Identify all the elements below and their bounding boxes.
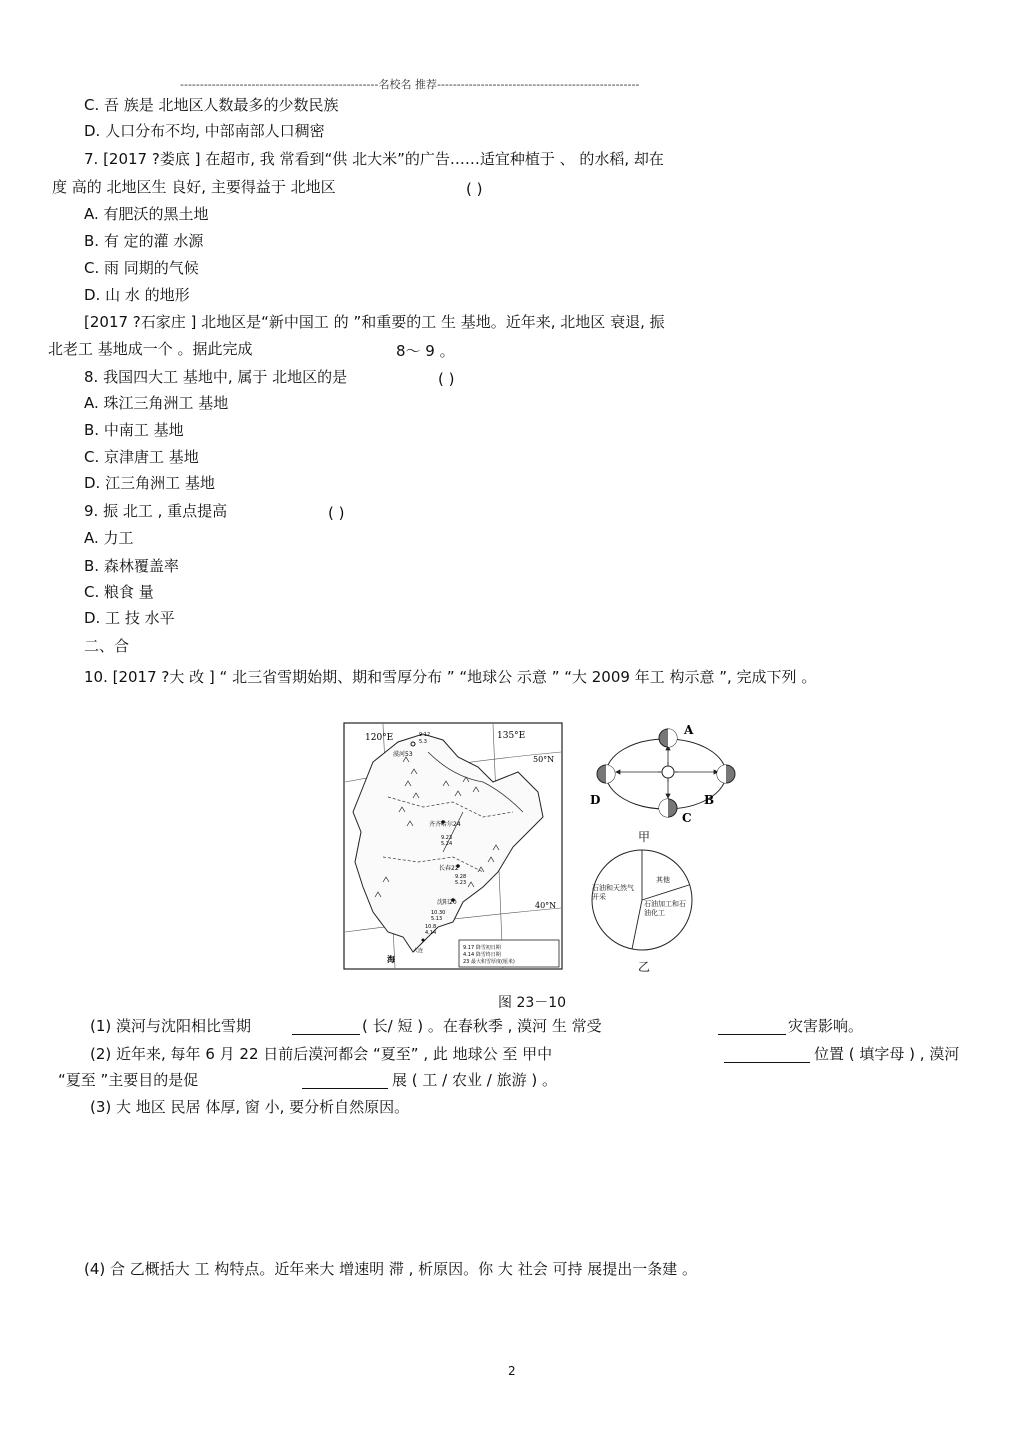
q9-stem: 9. 振 北工 , 重点提高 bbox=[84, 502, 228, 520]
q10-2-blank-2[interactable] bbox=[302, 1071, 388, 1089]
orbit-label-a: A bbox=[684, 723, 694, 737]
q8-option-b: B. 中南工 基地 bbox=[84, 421, 184, 439]
city-dalian-label: 大连 bbox=[413, 948, 424, 954]
q10-4-stem: (4) 合 乙概括大 工 构特点。近年来大 增速明 滞 , 析原因。你 大 社会 可持 展提出一条建 。 bbox=[84, 1260, 698, 1278]
earth-c-icon bbox=[659, 799, 677, 817]
q10-3-stem: (3) 大 地区 民居 体厚, 窗 小, 要分析自然原因。 bbox=[90, 1098, 410, 1116]
q10-stem: 10. [2017 ?大 改 ] “ 北三省雪期始期、期和雪厚分布 ” “地球公 示意 ” “大 2009 年工 构示意 ”, 完成下列 。 bbox=[84, 668, 817, 686]
northeast-snow-map bbox=[343, 722, 563, 970]
q9-option-a: A. 力工 bbox=[84, 529, 134, 547]
legend-item-2: 4.14 降雪终日期 bbox=[463, 952, 501, 958]
q7-stem: 7. [2017 ?娄底 ] 在超市, 我 常看到“供 北大米”的广告……适宜种植于 、 的水稻, 却在 bbox=[84, 150, 664, 168]
q10-2-part-d: 展 ( 工 / 农业 / 旅游 ) 。 bbox=[392, 1071, 557, 1089]
date-dalian-2: 4.14 bbox=[425, 930, 437, 936]
date-shenyang-2: 5.13 bbox=[431, 916, 443, 922]
date-shenyang-1: 10.30 bbox=[431, 910, 446, 916]
earth-a-icon bbox=[659, 729, 677, 747]
pie-label-refining: 石油加工和石油化工 bbox=[644, 900, 686, 917]
date-dalian-1: 10.8 bbox=[425, 924, 437, 930]
orbit-label-d: D bbox=[590, 793, 601, 807]
q9-option-b: B. 森林覆盖率 bbox=[84, 557, 179, 575]
q8-option-c: C. 京津唐工 基地 bbox=[84, 448, 199, 466]
q7-option-c: C. 雨 同期的气候 bbox=[84, 259, 199, 277]
sun-icon bbox=[662, 766, 674, 778]
q8-9-intro-cont: 北老工 基地成一个 。据此完成 bbox=[48, 340, 253, 358]
date-qiqihar-1: 9.23 bbox=[441, 835, 453, 841]
pie-caption: 乙 bbox=[638, 960, 651, 974]
q10-2-part-c: “夏至 ”主要目的是促 bbox=[58, 1071, 199, 1089]
legend-item-3: 23 最大积雪厚度(厘米) bbox=[463, 959, 515, 965]
q7-option-a: A. 有肥沃的黑土地 bbox=[84, 205, 209, 223]
q10-1-part-c: 灾害影响。 bbox=[788, 1017, 864, 1035]
lon-120-label: 120°E bbox=[365, 733, 394, 743]
page-header: --------------------------------------------------名校名 推荐--------------------------------------------------- bbox=[180, 78, 640, 91]
q8-9-range: 8～ 9 。 bbox=[396, 342, 455, 360]
section-2-title: 二、合 bbox=[84, 637, 130, 655]
date-mohe-2: 5.3 bbox=[419, 739, 427, 745]
q10-2-part-a: (2) 近年来, 每年 6 月 22 日前后漠河都会 “夏至” , 此 地球公 至 甲中 bbox=[90, 1045, 553, 1063]
q8-stem: 8. 我国四大工 基地中, 属于 北地区的是 bbox=[84, 368, 348, 386]
earth-orbit-diagram bbox=[588, 718, 744, 828]
q9-option-c: C. 粮食 量 bbox=[84, 583, 154, 601]
q7-option-b: B. 有 定的灌 水源 bbox=[84, 232, 204, 250]
q7-option-d: D. 山 水 的地形 bbox=[84, 286, 190, 304]
q6-option-d: D. 人口分布不均, 中部南部人口稠密 bbox=[84, 122, 325, 140]
legend-item-1: 9.17 降雪初日期 bbox=[463, 945, 501, 951]
figure-caption: 图 23－10 bbox=[498, 995, 567, 1011]
date-qiqihar-2: 5.24 bbox=[441, 841, 453, 847]
pie-label-oil-gas: 石油和天然气开采 bbox=[592, 884, 634, 901]
industry-structure-pie bbox=[590, 848, 694, 952]
q10-1-blank-1[interactable] bbox=[292, 1017, 360, 1035]
q7-answer-paren: ( ) bbox=[466, 180, 483, 198]
q8-9-intro: [2017 ?石家庄 ] 北地区是“新中国工 的 ”和重要的工 生 基地。近年来, 北地区 衰退, 振 bbox=[84, 313, 665, 331]
lat-40-label: 40°N bbox=[535, 901, 557, 910]
pie-label-other: 其他 bbox=[656, 876, 670, 884]
q8-option-d: D. 江三角洲工 基地 bbox=[84, 474, 215, 492]
city-dalian-dot bbox=[422, 939, 425, 942]
earth-b-icon bbox=[717, 765, 735, 783]
orbit-label-c: C bbox=[682, 811, 692, 825]
q10-2-blank-1[interactable] bbox=[724, 1045, 810, 1063]
q7-stem-cont: 度 高的 北地区生 良好, 主要得益于 北地区 bbox=[52, 178, 336, 196]
q10-1-blank-2[interactable] bbox=[718, 1017, 786, 1035]
q10-3-answer-area[interactable] bbox=[90, 1122, 950, 1252]
lon-135-label: 135°E bbox=[497, 731, 526, 741]
city-changchun-label: 长春22 bbox=[439, 865, 459, 872]
page-number: 2 bbox=[508, 1364, 516, 1378]
orbit-label-b: B bbox=[704, 793, 715, 807]
city-shenyang-label: 沈阳20 bbox=[437, 899, 457, 906]
q10-4-answer-area[interactable] bbox=[84, 1284, 944, 1354]
date-mohe-1: 9.12 bbox=[419, 732, 431, 738]
q9-option-d: D. 工 技 水平 bbox=[84, 609, 175, 627]
sea-label: 海 bbox=[387, 955, 395, 964]
q8-option-a: A. 珠江三角洲工 基地 bbox=[84, 394, 229, 412]
city-qiqihar-label: 齐齐哈尔24 bbox=[429, 821, 461, 828]
lat-50-label: 50°N bbox=[533, 755, 555, 764]
date-changchun-1: 9.28 bbox=[455, 874, 467, 880]
orbit-caption: 甲 bbox=[638, 830, 651, 844]
q6-option-c: C. 吾 族是 北地区人数最多的少数民族 bbox=[84, 96, 339, 114]
q10-1-part-a: (1) 漠河与沈阳相比雪期 bbox=[90, 1017, 252, 1035]
q9-answer-paren: ( ) bbox=[328, 504, 345, 522]
date-changchun-2: 5.23 bbox=[455, 880, 467, 886]
city-mohe-label: 漠河53 bbox=[393, 751, 413, 758]
earth-d-icon bbox=[597, 765, 615, 783]
q10-2-part-b: 位置 ( 填字母 ) , 漠河 bbox=[814, 1045, 960, 1063]
q10-1-part-b: ( 长/ 短 ) 。在春秋季 , 漠河 生 常受 bbox=[362, 1017, 602, 1035]
q8-answer-paren: ( ) bbox=[438, 370, 455, 388]
